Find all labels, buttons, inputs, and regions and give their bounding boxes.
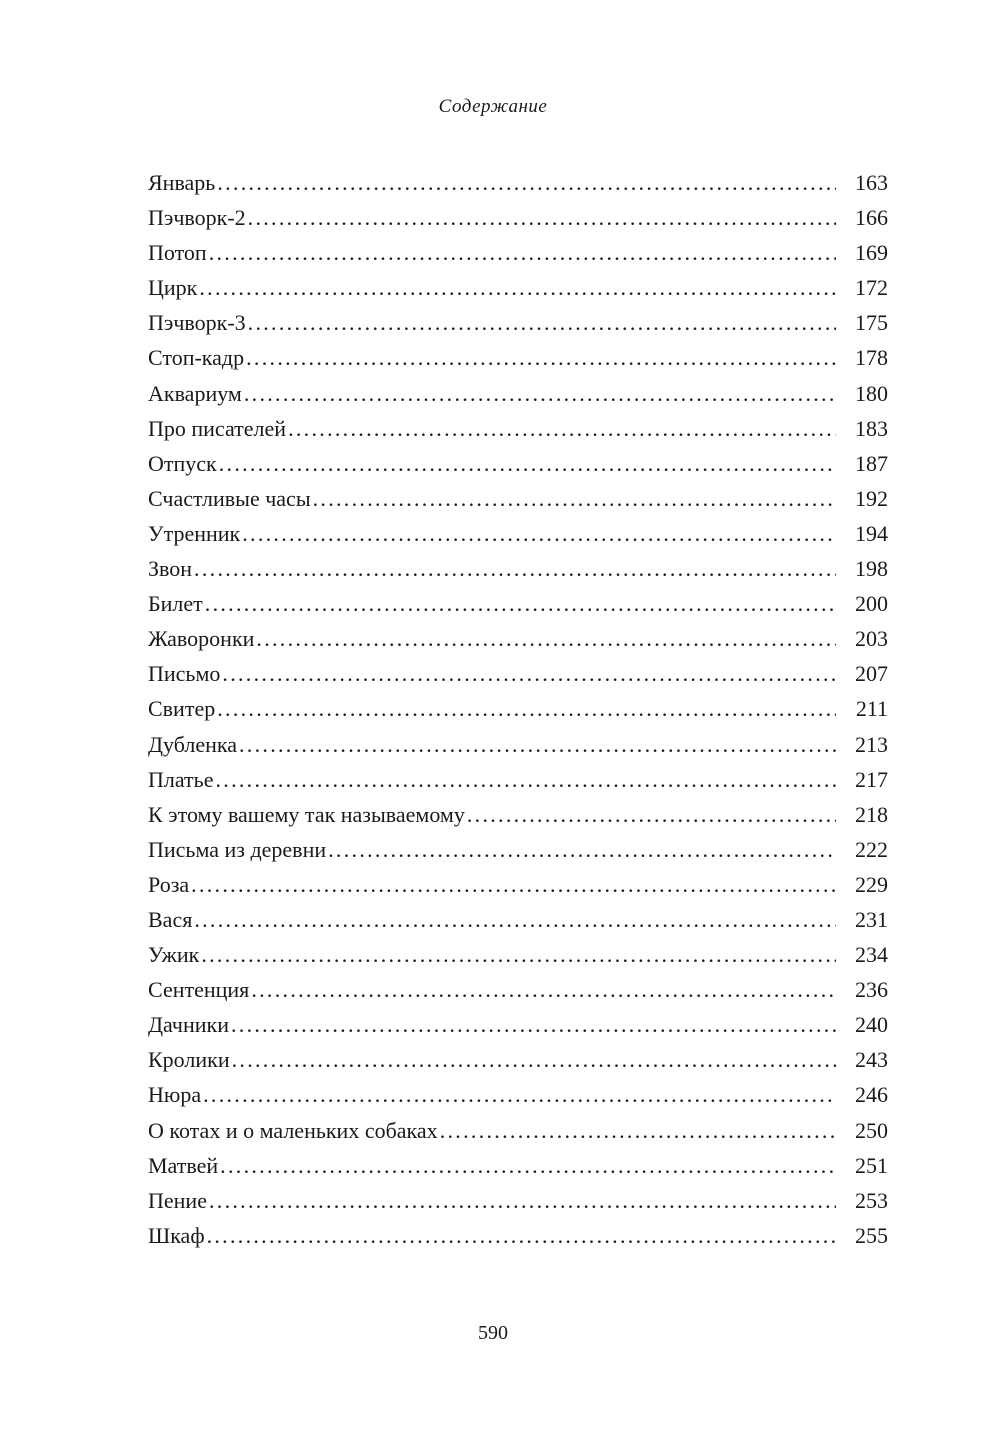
dot-leader — [203, 1077, 836, 1112]
table-of-contents — [148, 165, 888, 1253]
toc-entry — [148, 1077, 888, 1112]
dot-leader — [248, 200, 836, 235]
toc-entry-page: 250 — [855, 1117, 888, 1143]
dot-leader — [209, 235, 836, 270]
toc-entry-page: 200 — [855, 591, 888, 617]
toc-entry-title: Билет — [148, 591, 203, 617]
dot-leader — [201, 937, 836, 972]
toc-entry-page: 222 — [855, 836, 888, 862]
dot-leader — [217, 691, 836, 726]
toc-entry-page: 172 — [855, 275, 888, 301]
toc-entry-title: Цирк — [148, 275, 198, 301]
toc-entry — [148, 516, 888, 551]
dot-leader — [251, 972, 836, 1007]
dot-leader — [232, 1042, 836, 1077]
dot-leader — [194, 902, 836, 937]
toc-entry-page: 246 — [855, 1082, 888, 1108]
toc-entry-page: 207 — [855, 661, 888, 687]
toc-entry — [148, 481, 888, 516]
dot-leader — [288, 411, 836, 446]
toc-entry — [148, 270, 888, 305]
toc-entry — [148, 797, 888, 832]
toc-entry — [148, 200, 888, 235]
toc-entry-page: 231 — [855, 906, 888, 932]
toc-entry-page: 234 — [855, 942, 888, 968]
toc-entry-title: Письмо — [148, 661, 221, 687]
toc-entry-title: Жаворонки — [148, 626, 255, 652]
toc-entry-title: Сентенция — [148, 977, 250, 1003]
toc-entry — [148, 305, 888, 340]
toc-entry — [148, 1042, 888, 1077]
toc-entry-title: Письма из деревни — [148, 836, 327, 862]
running-head: Содержание — [438, 96, 548, 117]
toc-entry-page: 243 — [855, 1047, 888, 1073]
toc-entry-title: Пэчворк-3 — [148, 310, 246, 336]
toc-entry — [148, 1113, 888, 1148]
toc-entry-title: К этому вашему так называемому — [148, 801, 465, 827]
dot-leader — [239, 727, 836, 762]
toc-entry — [148, 656, 888, 691]
dot-leader — [256, 621, 836, 656]
toc-entry-title: Утренник — [148, 520, 241, 546]
dot-leader — [222, 656, 836, 691]
dot-leader — [217, 165, 836, 200]
toc-entry — [148, 340, 888, 375]
toc-entry-page: 236 — [855, 977, 888, 1003]
toc-entry-page: 218 — [855, 801, 888, 827]
toc-entry-title: О котах и о маленьких собаках — [148, 1117, 438, 1143]
toc-entry — [148, 446, 888, 481]
toc-entry-title: Ужик — [148, 942, 200, 968]
dot-leader — [219, 446, 836, 481]
toc-entry-page: 240 — [855, 1012, 888, 1038]
toc-entry — [148, 376, 888, 411]
toc-entry-title: Дачники — [148, 1012, 229, 1038]
toc-entry — [148, 727, 888, 762]
toc-entry — [148, 621, 888, 656]
toc-entry-title: Матвей — [148, 1152, 219, 1178]
toc-entry-title: Шкаф — [148, 1222, 205, 1248]
toc-entry-page: 169 — [855, 240, 888, 266]
toc-entry-title: Дубленка — [148, 731, 237, 757]
toc-entry — [148, 867, 888, 902]
toc-entry — [148, 832, 888, 867]
toc-entry-page: 211 — [855, 696, 888, 722]
toc-entry-title: Счастливые часы — [148, 485, 311, 511]
toc-entry-page: 178 — [855, 345, 888, 371]
toc-entry-page: 175 — [855, 310, 888, 336]
dot-leader — [215, 762, 836, 797]
toc-entry-page: 213 — [855, 731, 888, 757]
toc-entry — [148, 1148, 888, 1183]
dot-leader — [328, 832, 836, 867]
toc-entry — [148, 411, 888, 446]
toc-entry-title: Звон — [148, 556, 193, 582]
toc-entry — [148, 551, 888, 586]
toc-entry — [148, 972, 888, 1007]
dot-leader — [194, 551, 836, 586]
toc-entry — [148, 235, 888, 270]
dot-leader — [191, 867, 836, 902]
toc-entry-title: Про писателей — [148, 415, 287, 441]
toc-entry — [148, 1007, 888, 1042]
toc-entry-title: Роза — [148, 871, 190, 897]
dot-leader — [220, 1148, 836, 1183]
toc-entry-page: 217 — [855, 766, 888, 792]
toc-entry-title: Стоп-кадр — [148, 345, 245, 371]
toc-entry-title: Пение — [148, 1187, 207, 1213]
dot-leader — [246, 340, 836, 375]
toc-entry — [148, 165, 888, 200]
toc-entry-page: 253 — [855, 1187, 888, 1213]
dot-leader — [199, 270, 836, 305]
dot-leader — [242, 516, 836, 551]
toc-entry-page: 180 — [855, 380, 888, 406]
toc-entry-page: 163 — [855, 170, 888, 195]
toc-entry-title: Платье — [148, 766, 214, 792]
toc-entry — [148, 937, 888, 972]
dot-leader — [440, 1113, 836, 1148]
toc-entry-page: 229 — [855, 871, 888, 897]
toc-entry-page: 192 — [855, 485, 888, 511]
dot-leader — [248, 305, 836, 340]
dot-leader — [207, 1218, 836, 1253]
toc-entry-title: Отпуск — [148, 450, 217, 476]
dot-leader — [244, 376, 836, 411]
toc-entry-page: 187 — [855, 450, 888, 476]
toc-entry-page: 255 — [855, 1222, 888, 1248]
toc-entry-page: 198 — [855, 556, 888, 582]
dot-leader — [209, 1183, 836, 1218]
toc-entry-title: Январь — [148, 170, 216, 195]
dot-leader — [231, 1007, 836, 1042]
toc-entry-page: 251 — [855, 1152, 888, 1178]
toc-entry-title: Потоп — [148, 240, 207, 266]
toc-entry-title: Пэчворк-2 — [148, 205, 246, 231]
dot-leader — [467, 797, 836, 832]
toc-entry-page: 183 — [855, 415, 888, 441]
toc-entry-title: Кролики — [148, 1047, 230, 1073]
toc-entry — [148, 1218, 888, 1253]
toc-entry — [148, 586, 888, 621]
dot-leader — [313, 481, 836, 516]
toc-entry — [148, 762, 888, 797]
toc-entry-page: 194 — [855, 520, 888, 546]
toc-entry-title: Нюра — [148, 1082, 202, 1108]
toc-entry-title: Аквариум — [148, 380, 242, 406]
page-number: 590 — [478, 1322, 508, 1344]
toc-entry — [148, 691, 888, 726]
toc-entry-page: 166 — [855, 205, 888, 231]
toc-entry — [148, 1183, 888, 1218]
toc-entry-title: Свитер — [148, 696, 216, 722]
toc-entry — [148, 902, 888, 937]
toc-entry-page: 203 — [855, 626, 888, 652]
dot-leader — [205, 586, 836, 621]
toc-entry-title: Вася — [148, 906, 193, 932]
